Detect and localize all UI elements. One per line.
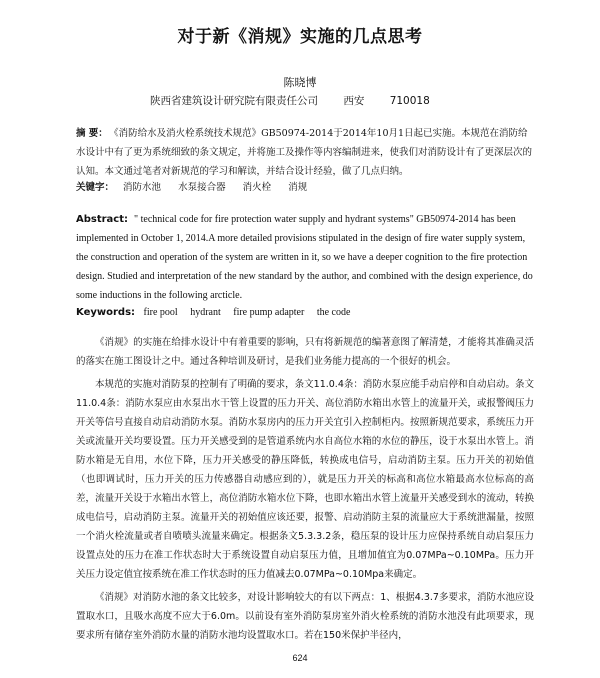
chinese-keywords (76, 180, 534, 196)
author-name: 陈晓博 (283, 76, 317, 89)
chinese-keyword: 水泵接合器 (178, 182, 226, 193)
english-abstract (76, 210, 534, 305)
body-paragraph: 本规范的实施对消防泵的控制有了明确的要求，条文11.0.4条：消防水泵应能手动启停和自动启动。条文11.0.4条：消防水泵应由水泵出水干管上设置的压力开关、高位消防水箱出水管上的流量开关，或报警阀压力开关等信号直接自动启动消防水泵。消防水泵房内的压力开关宜引入控制柜内。按照新规范要求，系统压力开关或流量开关均要设置。压力开关感受到的是管道系统内水自高位水箱的水位的静压，设于水泵出水管上。消防水箱是无自用，水位下降，压力开关感受的静压降低，转换成电信号，启动消防主泵。压力开关的初始值（也即调试时，压力开关的压力传感器自动感应到的），就是压力开关的标高和高位水箱最高水位标高的高差，流量开关设于水箱出水管上，高位消防水箱水位下降，也即水箱出水管上流量开关感受到水的流动，转换成电信号，启动消防主泵。流量开关的初始值应该还要，报警、启动消防主泵的流量应大于系统泄漏量，按照一个消火栓流量或者自喷喷头流量来确定。根据条文5.3.3.2条，稳压泵的设计压力应保持系统自动启泵压力设置点处的压力在准工作状态时大于系统设置自动启泵压力值，且增加值宜为0.07MPa~0.10MPa。压力开关压力设定值宜按系统在准工作状态时的压力值减去0.07MPa~0.10Mpa来确定。 (76, 379, 534, 580)
body-text (76, 333, 534, 649)
english-abstract-text: " technical code for fire protection water supply and hydrant systems" GB50974-2014 has been implemented in October 1, 2014.A more detailed provisions stipulated in the design of fire water supply system, the construction and operation of the system are written in it, so we have a deeper cognition to the fire protection design. Studied and interpretation of the new standard by the author, and combined with the design experience, do some inductions in the following arcticle. (76, 214, 533, 301)
affiliation-postcode: 710018 (389, 95, 430, 107)
chinese-keyword: 消防水池 (123, 182, 162, 193)
english-keywords (76, 306, 534, 320)
english-keywords-label: Keywords: (76, 307, 136, 318)
affiliation-line (150, 93, 480, 108)
body-paragraph: 《消规》对消防水池的条文比较多，对设计影响较大的有以下两点：1、根据4.3.7多要求，消防水池应设置取水口，且吸水高度不应大于6.0m。以前设有室外消防泵房室外消火栓系统的消防水池没有此项要求，现要求所有储存室外消防水量的消防水池均设置取水口。若在150米保护半径内， (76, 592, 534, 641)
chinese-abstract-text: 《消防给水及消火栓系统技术规范》GB50974-2014于2014年10月1日起已实施。本规范在消防给水设计中有了更为系统细致的条文规定，并将施工及操作等内容编制进来，使我们对消防设计有了更深层次的认知。本文通过笔者对新规范的学习和解读，并结合设计经验，做了几点归纳。 (76, 128, 533, 177)
chinese-keyword: 消规 (288, 182, 308, 193)
english-keyword: hydrant (190, 307, 221, 318)
english-keyword: the code (316, 307, 351, 318)
english-keyword: fire pool (143, 307, 178, 318)
chinese-abstract (76, 124, 534, 181)
english-keyword: fire pump adapter (233, 307, 305, 318)
affiliation-org: 陕西省建筑设计研究院有限责任公司 (150, 95, 318, 107)
english-abstract-label: Abstract: (76, 214, 129, 225)
affiliation-city: 西安 (343, 95, 365, 107)
chinese-keyword: 消火栓 (242, 182, 272, 193)
chinese-keywords-label: 关键字： (76, 182, 115, 193)
body-paragraph: 《消规》的实施在给排水设计中有着重要的影响，只有将新规范的编著意图了解清楚，才能将其准确灵活的落实在施工图设计之中。通过各种培训及研讨，是我们业务能力提高的一个很好的机会。 (76, 337, 534, 367)
paper-title: 对于新《消规》实施的几点思考 (177, 27, 423, 47)
chinese-abstract-label: 摘 要： (76, 128, 108, 139)
page-number: 624 (292, 653, 308, 663)
